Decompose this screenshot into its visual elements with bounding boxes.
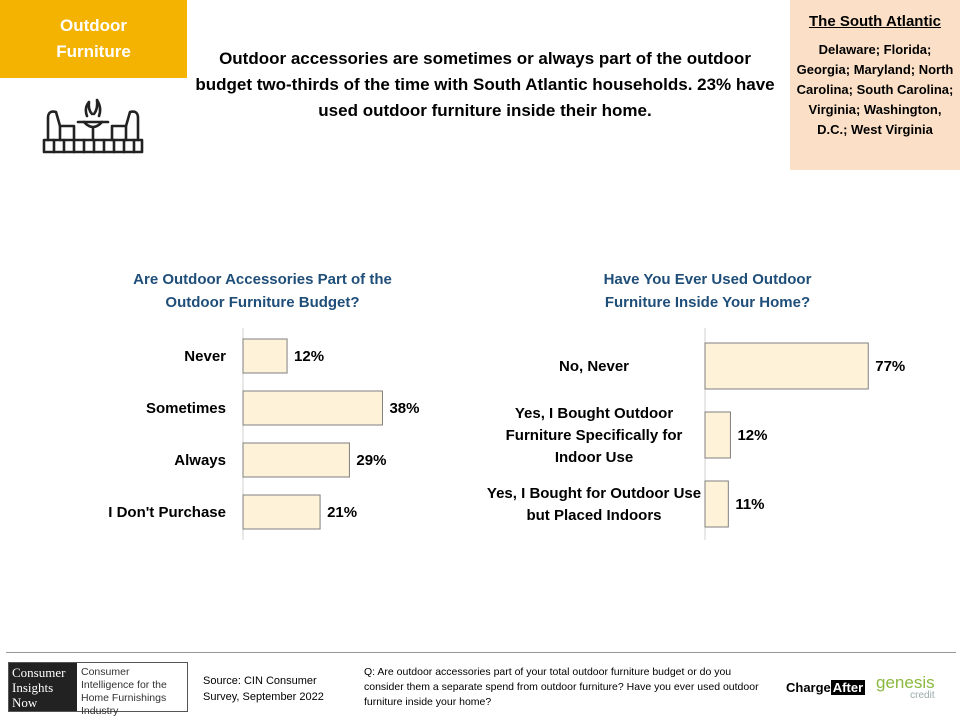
chart-1-value-label-0: 12% (294, 348, 325, 365)
chargeafter-logo (786, 680, 865, 695)
chart-1-category-label-1: Sometimes (145, 400, 226, 417)
footer-divider (6, 652, 956, 653)
chart-1-title-line1: Are Outdoor Accessories Part of the (133, 271, 392, 288)
genesis-logo-word: genesis (876, 673, 935, 692)
chart-1-category-label-3: I Don't Purchase (108, 504, 226, 521)
section-tag-line2: Furniture (56, 42, 131, 61)
cin-logo-word-3: Now (12, 695, 38, 710)
chart-1-category-label-2: Always (174, 452, 226, 469)
chart-2-bar-2 (705, 481, 728, 527)
chart-2-category-label-0: No, Never (558, 358, 630, 375)
chart-1-value-label-3: 21% (327, 504, 358, 521)
chart-1-title-line2: Outdoor Furniture Budget? (165, 294, 360, 311)
headline: Outdoor accessories are sometimes or always part of the outdoor budget two-thirds of the time with South Atlantic households. 23% have used outdoor furniture inside their home. (195, 49, 775, 120)
chart-1-value-label-2: 29% (356, 452, 387, 469)
survey-question: Q: Are outdoor accessories part of your total outdoor furniture budget or do you consider them a separate spend from outdoor furniture? Have you ever used outdoor furniture inside your home? (364, 666, 759, 708)
chart-2-category-label-1-line-1: Furniture Specifically for (505, 427, 683, 444)
region-states: Delaware; Florida; Georgia; Maryland; North Carolina; South Carolina; Virginia; Washington, D.C.; West Virginia (796, 42, 954, 137)
chart-2-value-label-1: 12% (737, 427, 768, 444)
chart-2-category-label-1-line-2: Indoor Use (554, 449, 634, 466)
chart-2-category-label-2-line-1: but Placed Indoors (526, 507, 662, 524)
chart-1-value-label-1: 38% (389, 400, 420, 417)
chart-2-bar-1 (705, 412, 730, 458)
chargeafter-logo-part2: After (832, 680, 864, 695)
chart-2-value-label-0: 77% (875, 358, 906, 375)
cin-logo (8, 662, 188, 717)
region-title: The South Atlantic (809, 13, 941, 30)
cin-logo-tagline: Consumer Intelligence for the Home Furnishings Industry (81, 666, 167, 717)
genesis-credit-logo (876, 674, 935, 701)
chart-1-category-label-0: Never (184, 348, 226, 365)
genesis-logo-sub: credit (910, 690, 935, 701)
section-tag-line1: Outdoor (59, 16, 128, 35)
chart-2-title-line1: Have You Ever Used Outdoor (603, 271, 812, 288)
chart-2-value-label-2: 11% (735, 496, 765, 513)
cin-logo-word-1: Consumer (12, 665, 66, 680)
chargeafter-logo-part1: Charge (786, 680, 831, 695)
chart-2-category-label-1-line-0: Yes, I Bought Outdoor (514, 405, 674, 422)
source-note: Source: CIN Consumer Survey, September 2022 (203, 675, 324, 703)
chart-2-bar-0 (705, 343, 868, 389)
chart-2-title-line2: Furniture Inside Your Home? (604, 294, 811, 311)
cin-logo-word-2: Insights (12, 680, 54, 695)
cin-logo-wordmark (9, 663, 77, 711)
chart-2-category-label-2-line-0: Yes, I Bought for Outdoor Use (486, 485, 702, 502)
